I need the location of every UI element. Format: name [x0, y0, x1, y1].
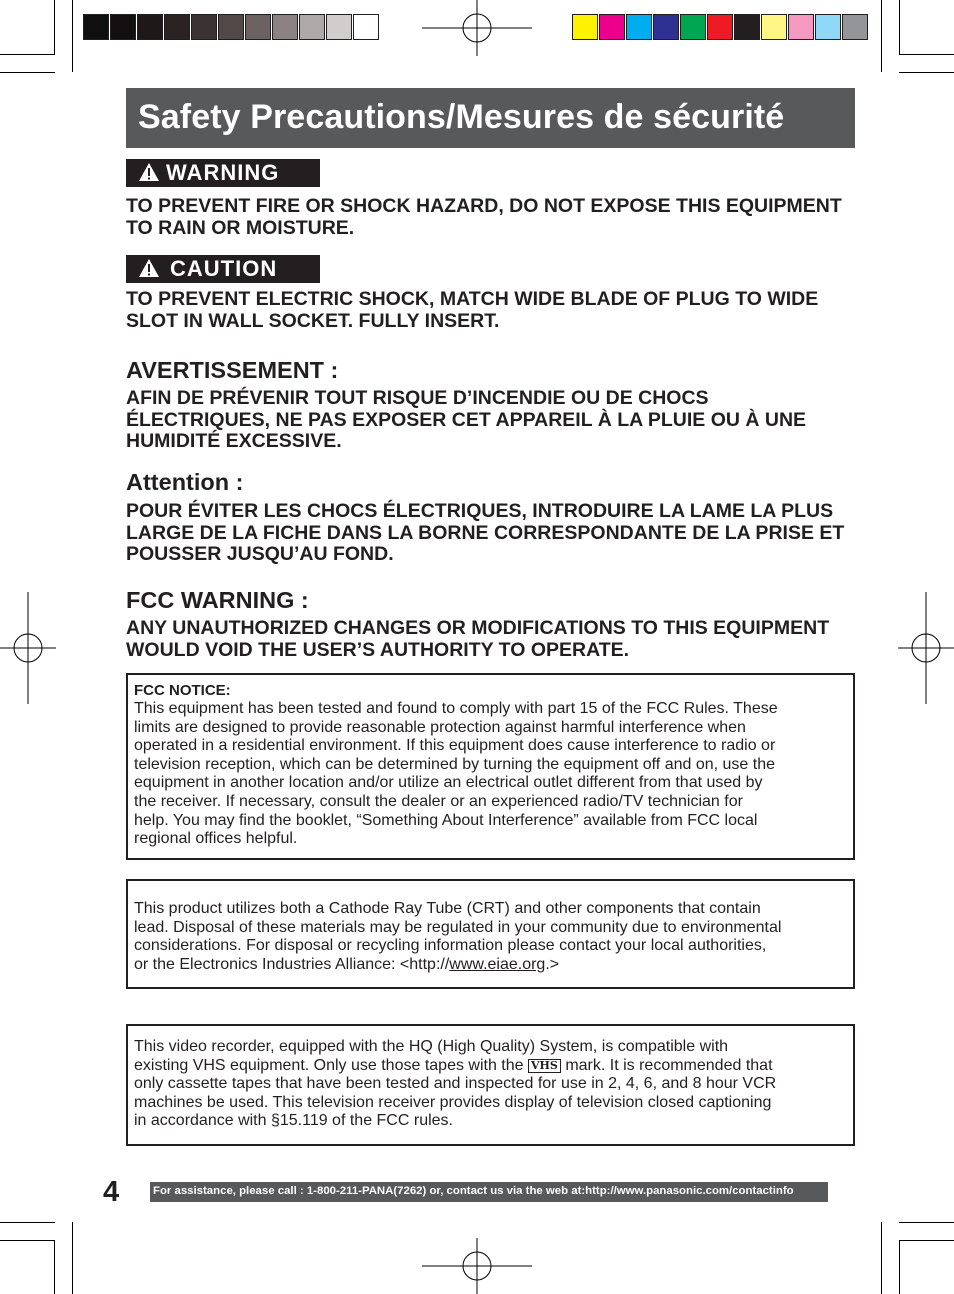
process-color-swatch	[599, 14, 625, 40]
process-color-swatch	[815, 14, 841, 40]
fcc-warning-text: ANY UNAUTHORIZED CHANGES OR MODIFICATIONS TO THIS EQUIPMENT WOULD VOID THE USER’S AUTHORITY TO OPERATE.	[126, 617, 830, 661]
avertissement-heading: AVERTISSEMENT :	[126, 357, 339, 383]
process-color-swatch	[680, 14, 706, 40]
vhs-mark-icon: VHS	[528, 1059, 561, 1073]
caution-label-box	[126, 255, 320, 283]
vhs-notice-text	[134, 1038, 846, 1131]
process-color-swatch	[626, 14, 652, 40]
grayscale-swatch	[83, 14, 109, 40]
page-number: 4	[103, 1176, 120, 1208]
grayscale-swatch	[245, 14, 271, 40]
process-color-swatch	[734, 14, 760, 40]
fcc-warning-heading: FCC WARNING :	[126, 587, 309, 613]
grayscale-swatch	[353, 14, 379, 40]
vhs-notice-body-2: mark. It is recommended that only cassette tapes that have been tested and inspected for use in 2, 4, 6, and 8 hour VCR machines be used. This television receiver provides display of television closed captioning in accordance with §15.119 of the FCC rules.	[134, 1056, 777, 1130]
grayscale-swatch	[164, 14, 190, 40]
registration-mark-bottom-icon	[420, 1238, 534, 1294]
page-title: Safety Precautions/Mesures de sécurité	[138, 98, 785, 136]
registration-mark-top-icon	[420, 0, 534, 60]
crt-notice-text	[134, 900, 846, 974]
warning-label-box	[126, 159, 320, 187]
caution-label: CAUTION	[170, 256, 278, 281]
process-color-swatch	[653, 14, 679, 40]
eia-link[interactable]: www.eiae.org	[449, 955, 546, 973]
warning-label: WARNING	[166, 160, 280, 185]
avertissement-text: AFIN DE PRÉVENIR TOUT RISQUE D’INCENDIE OU DE CHOCS ÉLECTRIQUES, NE PAS EXPOSER CET APPAREIL À LA PLUIE OU À UNE HUMIDITÉ EXCESSIVE.	[126, 387, 807, 452]
grayscale-swatch	[191, 14, 217, 40]
warning-triangle-icon	[138, 162, 160, 182]
grayscale-swatch	[218, 14, 244, 40]
crt-notice-suffix: .>	[545, 955, 560, 973]
process-color-swatch	[572, 14, 598, 40]
caution-text: TO PREVENT ELECTRIC SHOCK, MATCH WIDE BLADE OF PLUG TO WIDE SLOT IN WALL SOCKET. FULLY INSERT.	[126, 288, 819, 332]
process-color-swatch	[788, 14, 814, 40]
grayscale-swatch	[299, 14, 325, 40]
grayscale-swatch	[272, 14, 298, 40]
attention-text: POUR ÉVITER LES CHOCS ÉLECTRIQUES, INTRODUIRE LA LAME LA PLUS LARGE DE LA FICHE DANS LA BORNE CORRESPONDANTE DE LA PRISE ET POUSSER JUSQU’AU FOND.	[126, 500, 845, 565]
fcc-notice-heading: FCC NOTICE:	[134, 682, 231, 699]
vhs-notice-body-1: This video recorder, equipped with the HQ (High Quality) System, is compatible with existing VHS equipment. Only use those tapes with the	[134, 1038, 729, 1074]
process-color-swatch	[761, 14, 787, 40]
process-color-swatch	[842, 14, 868, 40]
registration-mark-left-icon	[0, 592, 56, 704]
grayscale-swatch	[137, 14, 163, 40]
caution-triangle-icon	[138, 258, 160, 278]
grayscale-swatch	[110, 14, 136, 40]
registration-mark-right-icon	[898, 592, 954, 704]
fcc-notice-text: This equipment has been tested and found to comply with part 15 of the FCC Rules. These limits are designed to provide reasonable protection against harmful interference when operated in a residential environment. If this equipment does cause interference to radio or television reception, which can be determined by turning the equipment off and on, use the equipment in another location and/or utilize an electrical outlet different from that used by the receiver. If necessary, consult the dealer or an experienced radio/TV technician for help. You may find the booklet, “Something About Interference” available from FCC local regional offices helpful.	[134, 700, 778, 848]
attention-heading: Attention :	[126, 469, 244, 495]
footer-assistance-text: For assistance, please call : 1-800-211-PANA(7262) or, contact us via the web at:http://www.panasonic.com/contactinfo	[153, 1185, 794, 1197]
warning-text: TO PREVENT FIRE OR SHOCK HAZARD, DO NOT EXPOSE THIS EQUIPMENT TO RAIN OR MOISTURE.	[126, 195, 842, 239]
grayscale-swatch	[326, 14, 352, 40]
crt-notice-body: This product utilizes both a Cathode Ray Tube (CRT) and other components that contain lead. Disposal of these materials may be regulated in your community due to environmental considerations. For disposal or recycling information please contact your local authorities, or the Electronics Industries Alliance: <http://	[134, 900, 782, 973]
process-color-swatch	[707, 14, 733, 40]
